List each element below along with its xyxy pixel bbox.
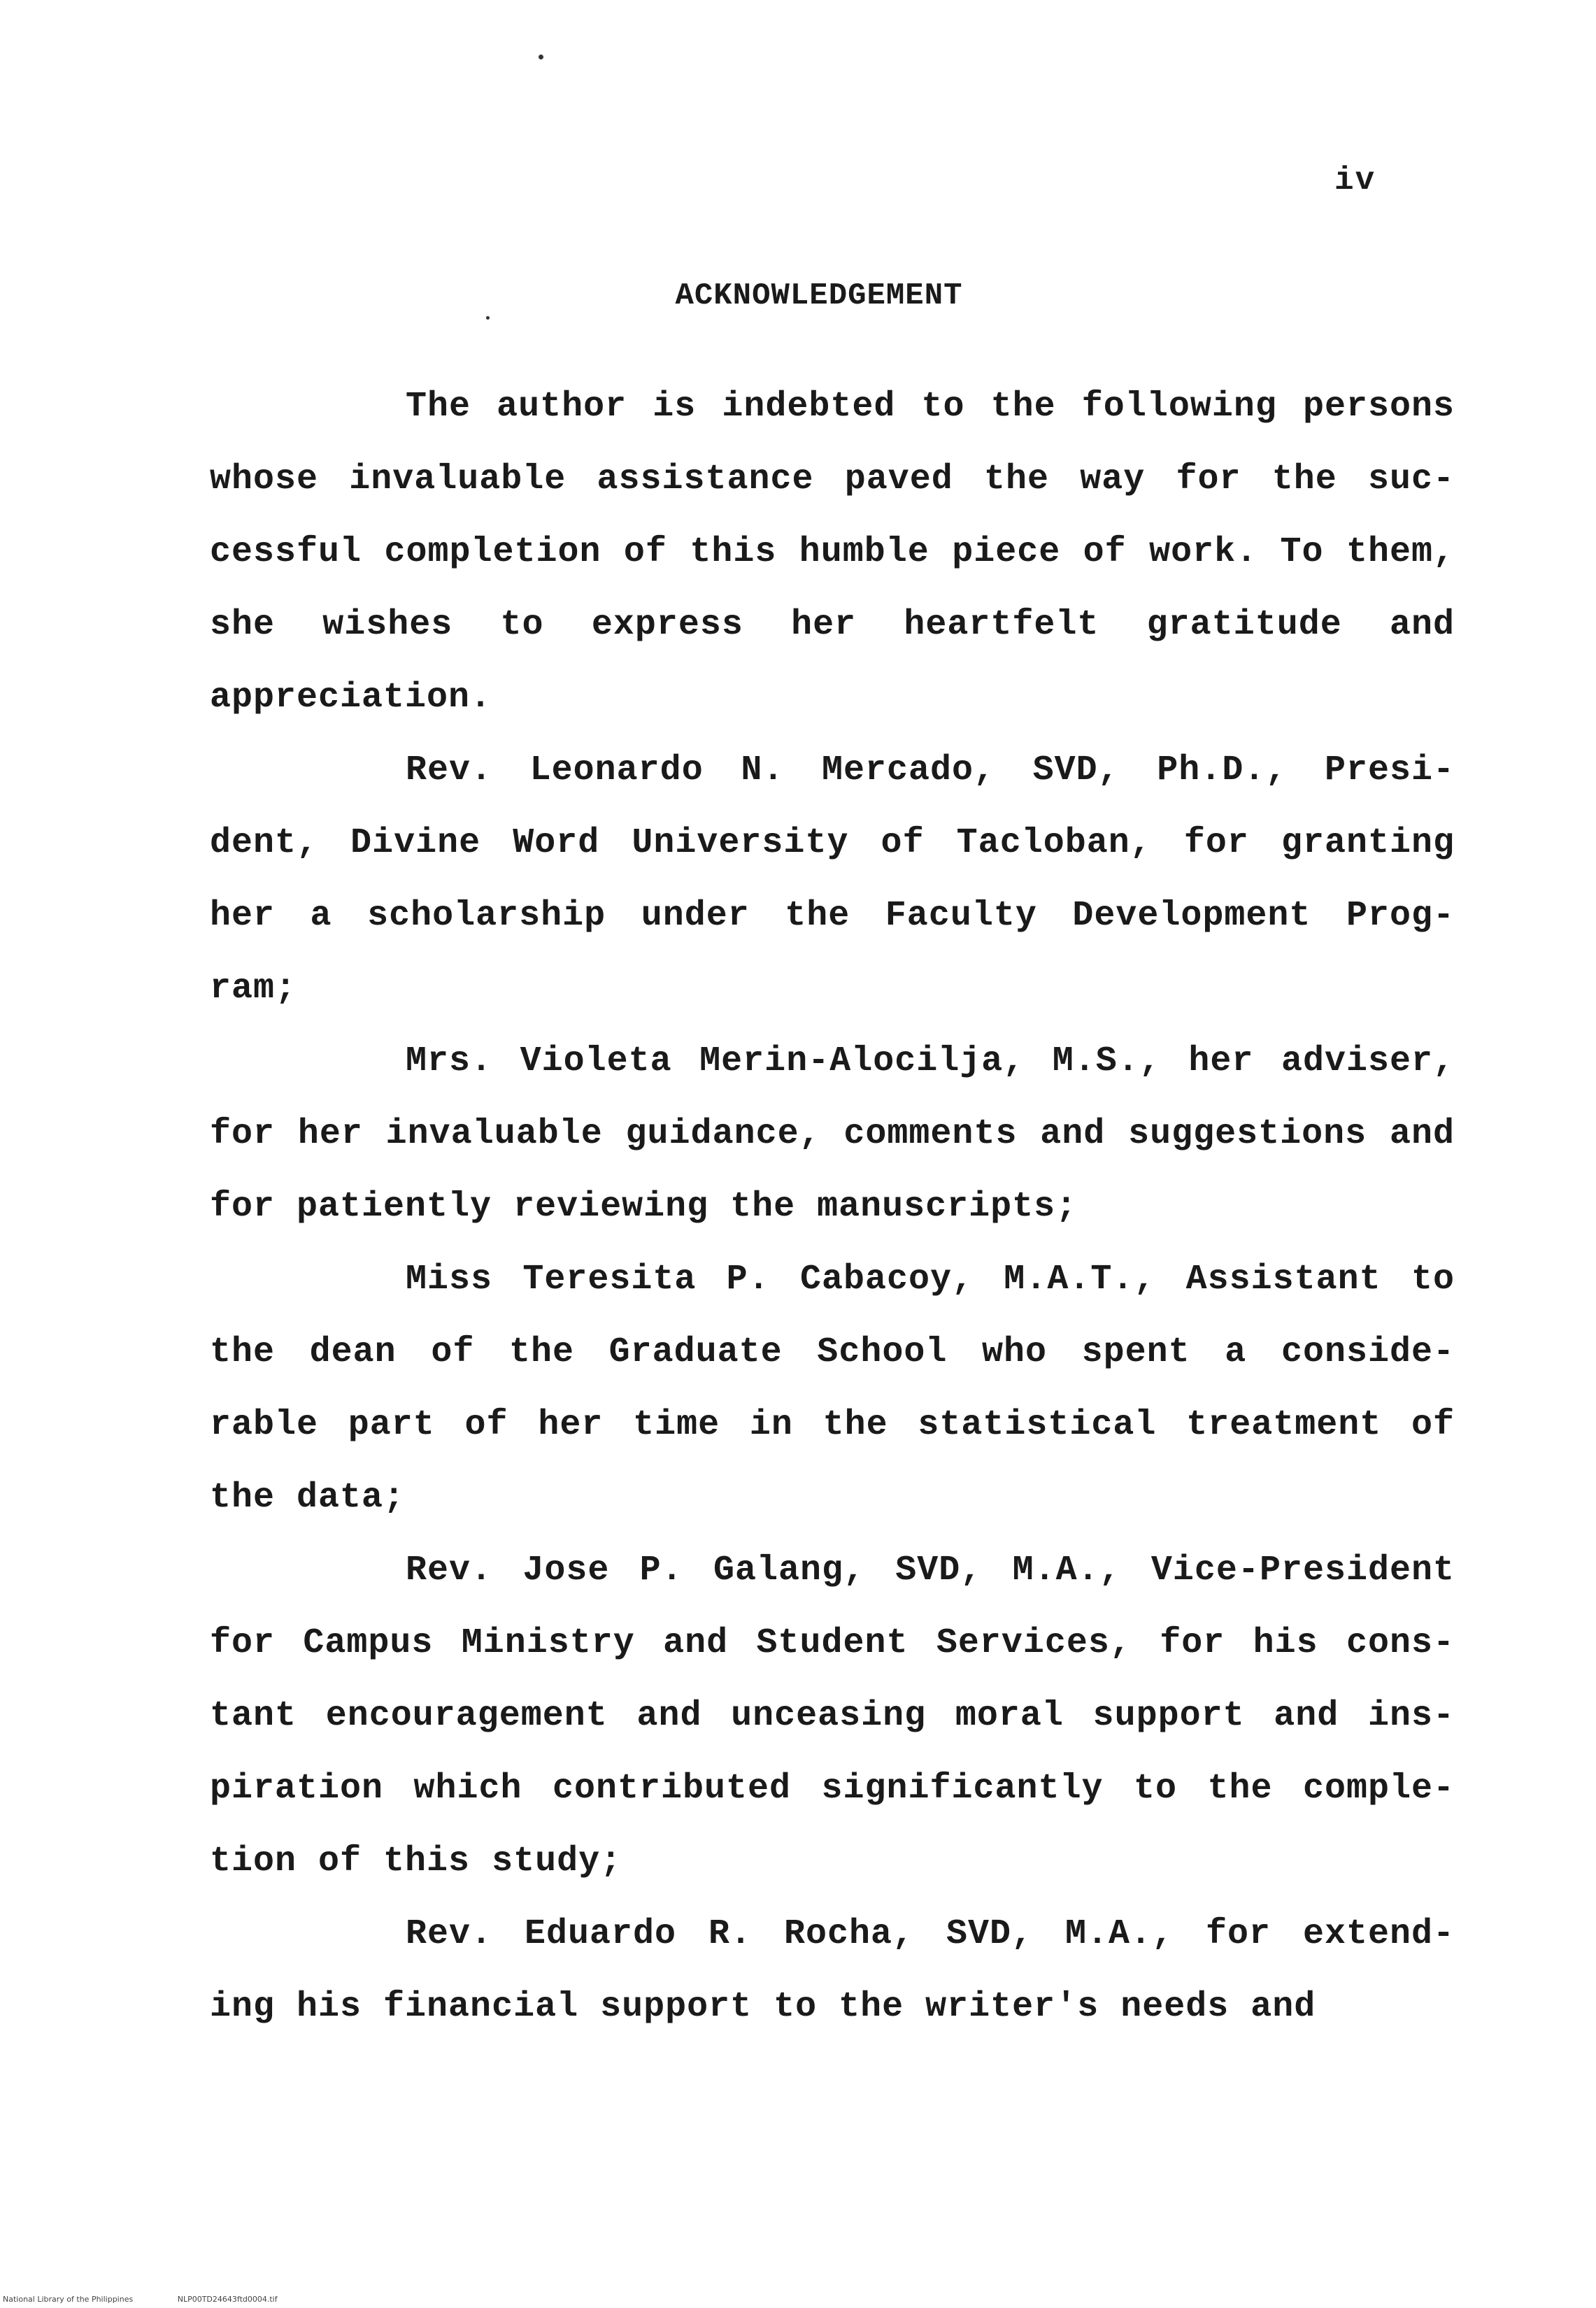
page-title: ACKNOWLEDGEMENT [675, 278, 963, 313]
page-number: iv [1334, 162, 1376, 199]
scan-footer [3, 2295, 320, 2304]
paragraph-rocha: Rev. Eduardo R. Rocha, SVD, M.A., for extend- ing his financial support to the writer's needs and [210, 1914, 1455, 2027]
paragraph-cabacoy: Miss Teresita P. Cabacoy, M.A.T., Assistant to the dean of the Graduate School who spent a conside- rable part of her time in the statistical treatment of the data; [210, 1260, 1455, 1518]
scan-speck [539, 55, 543, 59]
footer-source: National Library of the Philippines [3, 2295, 134, 2304]
paragraph-galang: Rev. Jose P. Galang, SVD, M.A., Vice-President for Campus Ministry and Student Services, for his cons- tant encouragement and unceasing moral support and ins- piration which contributed significantly to the comple- tion of this study; [210, 1551, 1455, 1881]
paragraph-alocilja: Mrs. Violeta Merin-Alocilja, M.S., her adviser, for her invaluable guidance, comments and suggestions and for patiently reviewing the manuscripts; [210, 1041, 1455, 1227]
acknowledgement-body [210, 371, 1455, 2044]
paragraph-intro: The author is indebted to the following persons whose invaluable assistance paved the way for the suc- cessful completion of this humble piece of work. To them, she wishes to express her heartfelt gratitude and appreciation. [210, 387, 1455, 718]
paragraph-mercado: Rev. Leonardo N. Mercado, SVD, Ph.D., Presi- dent, Divine Word University of Tacloban, for granting her a scholarship under the Faculty Development Prog- ram; [210, 750, 1455, 1009]
footer-file-id: NLP00TD24643ftd0004.tif [177, 2295, 278, 2304]
scan-speck [486, 316, 490, 320]
